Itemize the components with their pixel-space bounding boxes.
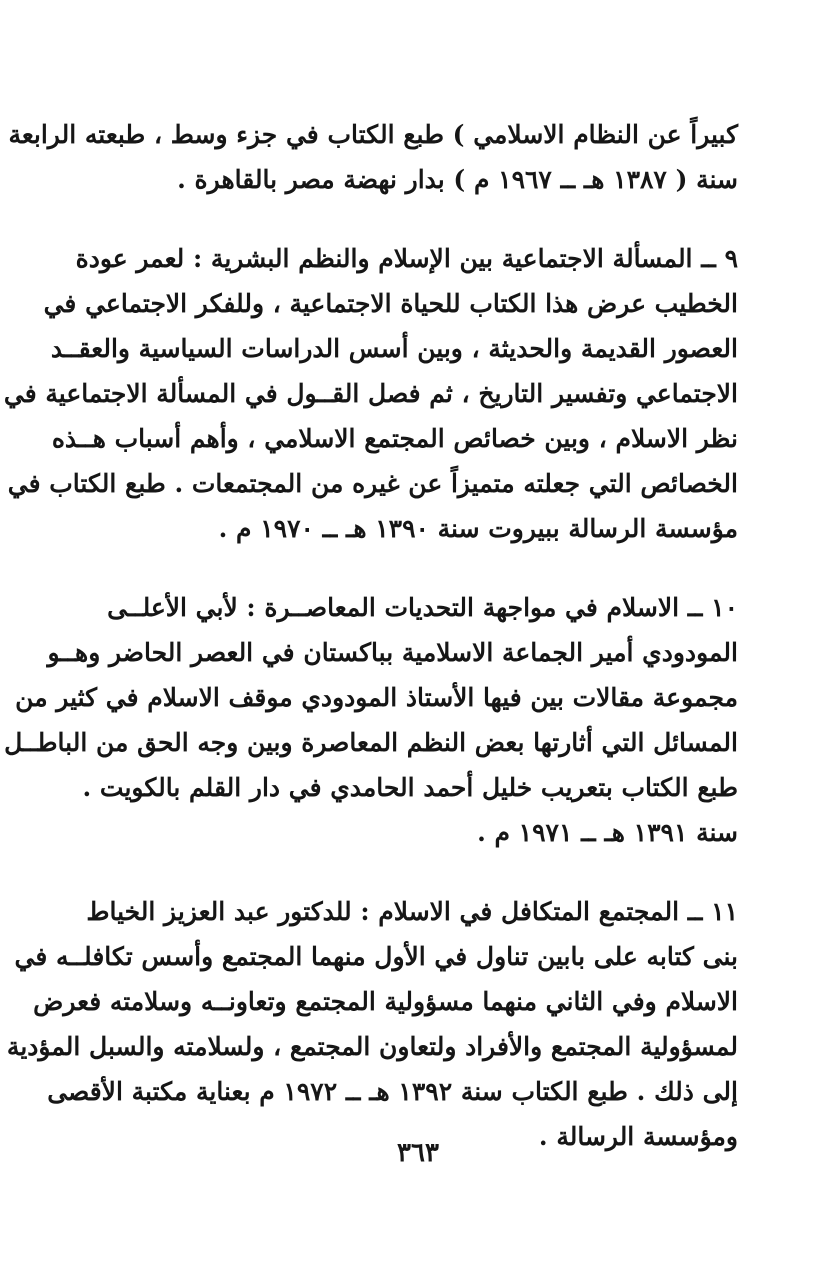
page-number: ٣٦٣ bbox=[397, 1138, 439, 1168]
text-line: العصور القديمة والحديثة ، وبين أسس الدراسات السياسية والعقــد bbox=[50, 334, 738, 363]
text-line: إلى ذلك . طبع الكتاب سنة ١٣٩٢ هـ ــ ١٩٧٢ م بعناية مكتبة الأقصى bbox=[47, 1077, 738, 1106]
text-line: مجموعة مقالات بين فيها الأستاذ المودودي موقف الاسلام في كثير من bbox=[15, 683, 738, 712]
text-line: بنى كتابه على بابين تناول في الأول منهما المجتمع وأسس تكافلــه في bbox=[14, 942, 738, 971]
text-line: نظر الاسلام ، وبين خصائص المجتمع الاسلامي ، وأهم أسباب هــذه bbox=[51, 424, 738, 453]
paragraph-entry-10 bbox=[4, 585, 738, 855]
text-line: ٩ ــ المسألة الاجتماعية بين الإسلام والنظم البشرية : لعمر عودة bbox=[75, 244, 738, 273]
text-line: كبيراً عن النظام الاسلامي ) طبع الكتاب في جزء وسط ، طبعته الرابعة bbox=[8, 120, 738, 149]
text-line: الاسلام وفي الثاني منهما مسؤولية المجتمع وتعاونــه وسلامته فعرض bbox=[33, 987, 738, 1016]
text-line: المودودي أمير الجماعة الاسلامية بباكستان في العصر الحاضر وهــو bbox=[47, 638, 738, 667]
paragraph-continuation bbox=[8, 112, 738, 202]
text-line: لمسؤولية المجتمع والأفراد ولتعاون المجتمع ، ولسلامته والسبل المؤدية bbox=[6, 1032, 738, 1061]
text-line: ومؤسسة الرسالة . bbox=[538, 1122, 738, 1151]
text-line: سنة ١٣٩١ هـ ــ ١٩٧١ م . bbox=[477, 818, 738, 847]
paragraph-entry-9 bbox=[3, 236, 738, 551]
text-line: ١٠ ــ الاسلام في مواجهة التحديات المعاصــرة : لأبي الأعلــى bbox=[107, 593, 738, 622]
text-line: مؤسسة الرسالة ببيروت سنة ١٣٩٠ هـ ــ ١٩٧٠ م . bbox=[218, 514, 738, 543]
text-line: الاجتماعي وتفسير التاريخ ، ثم فصل القــول في المسألة الاجتماعية في bbox=[3, 379, 738, 408]
text-line: ١١ ــ المجتمع المتكافل في الاسلام : للدكتور عبد العزيز الخياط bbox=[86, 897, 738, 926]
page-body bbox=[3, 112, 738, 1159]
text-line: سنة ( ١٣٨٧ هـ ــ ١٩٦٧ م ) بدار نهضة مصر بالقاهرة . bbox=[177, 165, 738, 194]
text-line: طبع الكتاب بتعريب خليل أحمد الحامدي في دار القلم بالكويت . bbox=[82, 773, 738, 802]
text-line: المسائل التي أثارتها بعض النظم المعاصرة وبين وجه الحق من الباطــل bbox=[4, 728, 738, 757]
text-line: الخطيب عرض هذا الكتاب للحياة الاجتماعية ، وللفكر الاجتماعي في bbox=[43, 289, 738, 318]
text-line: الخصائص التي جعلته متميزاً عن غيره من المجتمعات . طبع الكتاب في bbox=[7, 469, 738, 498]
paragraph-entry-11 bbox=[6, 889, 738, 1159]
